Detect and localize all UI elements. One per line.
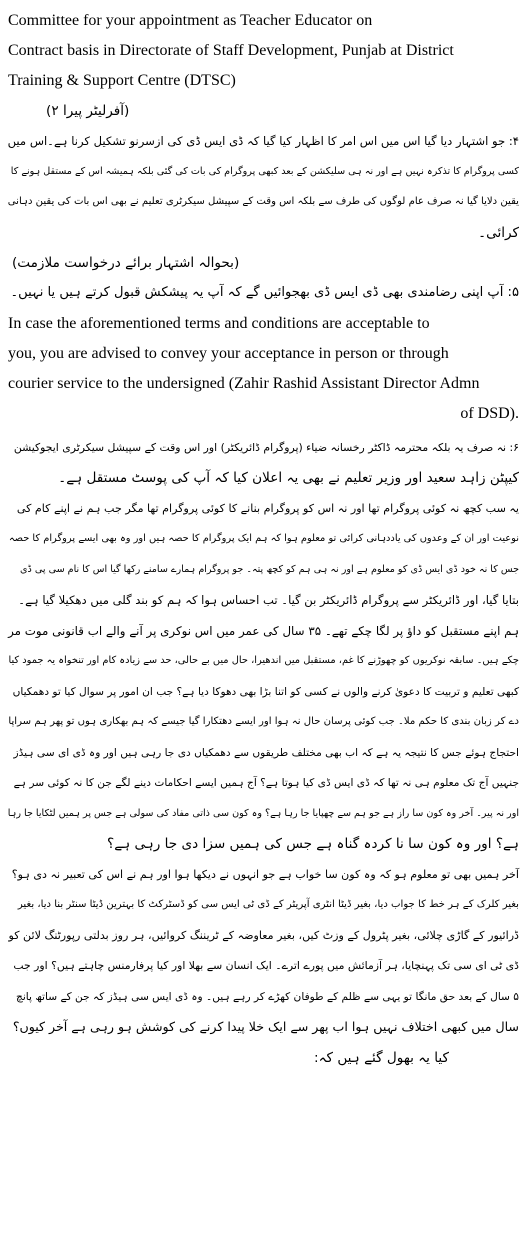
body-line: کبھی تعلیم و تربیت کا دعویٰ کرنے والوں نے کسی کو اتنا بڑا بھی دھوکا دیا ہے؟ جب ان امور پر سوال کیا تو دھمکیاں bbox=[12, 685, 519, 698]
paragraph-5-urdu bbox=[8, 278, 519, 309]
body-line: اور نہ پیر۔ آخر وہ کون سا راز ہے جو ہم سے چھپایا جا رہا ہے؟ وہ کون سی ذاتی مفاد کی سولی ہے جس پر ہمیں لٹکایا جا رہا bbox=[7, 807, 519, 819]
body-line: ۵ سال کے بعد حق مانگا تو یہی سے ظلم کے طوفان کھڑے کر رہے ہیں۔ وہ ڈی ایس سی ہیڈز کہ جن کے ساتھ پانچ bbox=[16, 990, 519, 1003]
heading-line: Committee for your appointment as Teacher Educator on bbox=[8, 12, 373, 29]
body-line: ڈرائیور کے گاڑی چلائی، بغیر پٹرول کے وزٹ کیں، بغیر معاوضہ کے ٹریننگ کروائیں، ہر روز بدلتی رپورٹنگ لائن کو bbox=[8, 928, 519, 942]
body-line: بتایا گیا، اور ڈائریکٹر سے پروگرام ڈائریکٹر بن گیا۔ تب احساس ہوا کہ ہم کو بند گلی میں دھکیلا گیا ہے۔ bbox=[18, 593, 519, 607]
paragraph-4 bbox=[8, 126, 519, 248]
english-line: of DSD). bbox=[460, 404, 519, 422]
advertisement-reference: (بحوالہ اشتہار برائے درخواست ملازمت) bbox=[12, 255, 240, 271]
offer-letter-reference: (آفرلیٹر پیرا ۲) bbox=[46, 103, 130, 119]
body-line: چکے ہیں۔ سابقہ نوکریوں کو چھوڑنے کا غم، مستقبل میں اندھیرا، حال میں بے حالی، حد سے زیادہ کام اور تنخواہ یہ جمود کیا bbox=[8, 655, 519, 666]
english-line: courier service to the undersigned (Zahir Rashid Assistant Director Admn bbox=[8, 374, 480, 392]
paragraph-line: کیپٹن زاہد سعید اور وزیر تعلیم نے بھی یہ اعلان کیا کہ آپ کی پوسٹ مستقل ہے۔ bbox=[58, 470, 519, 486]
body-line: ڈی ٹی ای سی تک پہنچایا، ہر آزمائش میں پورے اترے۔ ایک انسان سے بھلا اور کیا پرفارمنس چاہتے ہیں؟ اور جب bbox=[13, 959, 519, 972]
body-line: احتجاج ہوئے جس کا نتیجہ یہ ہے کہ اب بھی مختلف طریقوں سے دھمکیاں دی جا رہی ہیں اور وہ ڈی ای سی ہیڈز bbox=[13, 746, 519, 759]
paragraph-line: ۵: آپ اپنی رضامندی بھی ڈی ایس ڈی بھجوائیں گے کہ آپ یہ پیشکش قبول کرتے ہیں یا نہیں۔ bbox=[10, 285, 519, 300]
paragraph-line: ۶: نہ صرف یہ بلکہ محترمہ ڈاکٹر رخسانہ ضیاء (پروگرام ڈائریکٹر) اور اس وقت کے سپیشل سیکرٹری ایجوکیشن bbox=[13, 440, 519, 454]
body-line: سال میں کبھی اختلاف نہیں ہوا اب پھر سے ایک خلا پیدا کرنے کی کوشش ہو رہی ہے آخر کیوں؟ bbox=[12, 1019, 519, 1034]
body-line: دے کر زبان بندی کا حکم ملا۔ جب کوئی پرسان حال نہ ہوا اور ایسے دھتکارا گیا جیسے کہ ہم بھکاری ہوں تو پھر ہم سراپا bbox=[8, 716, 519, 727]
paragraph-line: ۴: جو اشتہار دیا گیا اس میں اس امر کا اظہار کیا گیا کہ ڈی ایس ڈی کی ازسرنو تشکیل کرنا ہے۔اس میں bbox=[7, 134, 519, 148]
body-line: کیا یہ بھول گئے ہیں کہ: bbox=[314, 1049, 449, 1066]
paragraph-5-english bbox=[8, 309, 519, 429]
heading-line: Training & Support Centre (DTSC) bbox=[8, 72, 236, 89]
heading-line: Contract basis in Directorate of Staff Development, Punjab at District bbox=[8, 42, 454, 59]
body-line: نوعیت اور ان کے وعدوں کی یاددہانی کرائی تو معلوم ہوا کہ ہم ایک پروگرام کا حصہ ہیں اور وہ بھی ایسے پروگرام کا حصہ bbox=[8, 533, 519, 544]
body-line: ہے؟ اور وہ کون سا نا کردہ گناہ ہے جس کی ہمیں سزا دی جا رہی ہے؟ bbox=[107, 836, 519, 852]
body-line: آخر ہمیں بھی تو معلوم ہو کہ وہ کون سا خواب ہے جو انہوں نے دیکھا ہوا اور ہم نے اس کی تعبیر نہ دی ہو؟ bbox=[11, 867, 519, 881]
paragraph-line: یقین دلایا گیا نہ صرف عام لوگوں کی طرف سے بلکہ اس وقت کے سپیشل سیکرٹری تعلیم نے بھی اس بات کی یقین دہانی bbox=[7, 196, 519, 207]
paragraph-line: کرائی۔ bbox=[478, 224, 519, 241]
english-line: you, you are advised to convey your acceptance in person or through bbox=[8, 344, 449, 362]
body-line: جس کا نہ خود ڈی ایس ڈی کو معلوم ہے اور نہ ہی ہم کو کچھ پتہ۔ جو پروگرام ہمارے سامنے رکھا گیا اس کا نام سی پی ڈی bbox=[20, 563, 519, 575]
letter-heading bbox=[8, 6, 519, 96]
body-line: بغیر کلرک کے ہر خط کا جواب دیا، بغیر ڈیٹا انٹری آپریٹر کے ڈی ٹی ایس سی کو ڈسٹرکٹ کا بہترین ڈیٹا سنٹر بنا دیا، بغیر bbox=[17, 899, 519, 910]
paragraph-line: کسی پروگرام کا تذکرہ نہیں ہے اور نہ ہی سلیکشن کے بعد کبھی پروگرام کی بات کی گئی بلکہ ہمیشہ اس کے مستقل ہونے کا bbox=[10, 165, 519, 177]
body-line: یہ سب کچھ نہ کوئی پروگرام تھا اور نہ اس کو پروگرام بنانے کا کوئی پروگرام تھا مگر جب ہم نے اپنے کام کی bbox=[16, 501, 519, 515]
body-text bbox=[8, 494, 519, 1074]
body-line: جنہیں آج تک معلوم ہی نہ تھا کہ ڈی ایس ڈی کیا ہوتا ہے؟ آج ہمیں ایسے احکامات دینے لگے جن کا نہ کوئی سر ہے bbox=[13, 777, 519, 789]
english-line: In case the aforementioned terms and conditions are acceptable to bbox=[8, 314, 430, 332]
paragraph-6 bbox=[8, 433, 519, 494]
body-line: ہم اپنے مستقبل کو داؤ پر لگا چکے تھے۔ ۳۵ سال کی عمر میں اس نوکری پر آنے والے اب قانونی موت مر bbox=[8, 623, 519, 638]
